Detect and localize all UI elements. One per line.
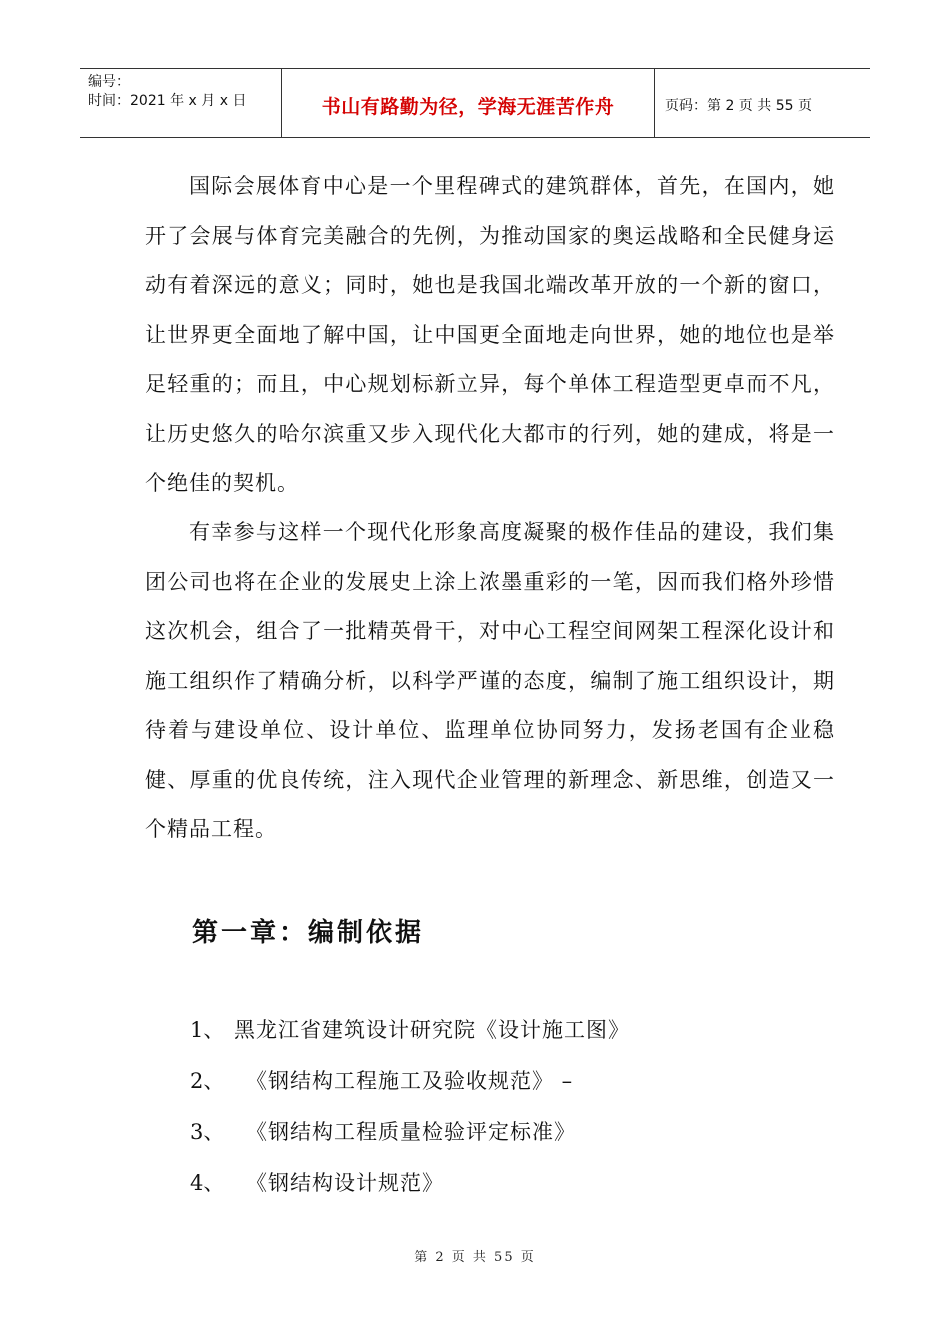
reference-item	[190, 1008, 630, 1059]
reference-item	[190, 1110, 630, 1161]
document-code-label: 编号：	[88, 74, 130, 90]
page-header	[80, 68, 870, 138]
reference-title: 《钢结构设计规范》	[246, 1171, 444, 1195]
page-footer: 第 2 页 共 55 页	[414, 1250, 536, 1265]
header-meta-cell	[80, 69, 282, 137]
reference-title: 《钢结构工程质量检验评定标准》	[246, 1120, 576, 1144]
reference-number: 3、	[190, 1120, 225, 1144]
reference-number: 2、	[190, 1069, 225, 1093]
header-page-info: 页码：第 2 页 共 55 页	[665, 98, 812, 114]
reference-number: 4、	[190, 1171, 225, 1195]
reference-item	[190, 1161, 630, 1212]
header-motto: 书山有路勤为径，学海无涯苦作舟	[282, 69, 655, 137]
reference-item	[190, 1059, 630, 1110]
document-date: 时间：2021 年 x 月 x 日	[88, 93, 247, 109]
reference-title: 黑龙江省建筑设计研究院《设计施工图》	[234, 1018, 630, 1042]
body-paragraph-1: 国际会展体育中心是一个里程碑式的建筑群体，首先，在国内，她开了会展与体育完美融合的先例，为推动国家的奥运战略和全民健身运动有着深远的意义；同时，她也是我国北端改革开放的一个新的窗口，让世界更全面地了解中国，让中国更全面地走向世界，她的地位也是举足轻重的；而且，中心规划标新立异，每个单体工程造型更卓而不凡，让历史悠久的哈尔滨重又步入现代化大都市的行列，她的建成，将是一个绝佳的契机。	[145, 174, 835, 495]
reference-title: 《钢结构工程施工及验收规范》 –	[246, 1069, 574, 1093]
reference-number: 1、	[190, 1018, 225, 1042]
chapter-heading: 第一章：编制依据	[192, 918, 425, 948]
reference-list	[190, 1008, 630, 1212]
body-paragraph-2: 有幸参与这样一个现代化形象高度凝聚的极作佳品的建设，我们集团公司也将在企业的发展史上涂上浓墨重彩的一笔，因而我们格外珍惜这次机会，组合了一批精英骨干，对中心工程空间网架工程深化设计和施工组织作了精确分析，以科学严谨的态度，编制了施工组织设计，期待着与建设单位、设计单位、监理单位协同努力，发扬老国有企业稳健、厚重的优良传统，注入现代企业管理的新理念、新思维，创造又一个精品工程。	[145, 520, 835, 841]
